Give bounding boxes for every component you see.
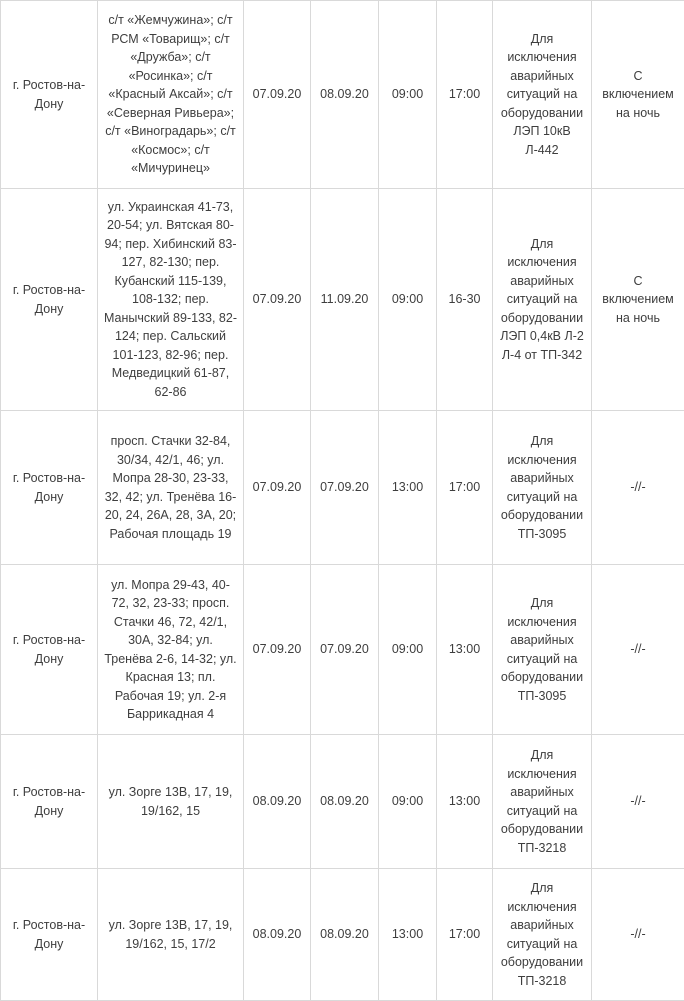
date-start-cell: 07.09.20 (244, 1, 311, 189)
table-row (1, 189, 684, 411)
reason-cell: Для исключения аварийных ситуаций на оборудовании ТП-3218 (493, 869, 592, 1001)
note-cell: С включением на ночь (592, 189, 684, 411)
note-cell: -//- (592, 411, 684, 565)
reason-cell: Для исключения аварийных ситуаций на оборудовании ЛЭП 0,4кВ Л-2 Л-4 от ТП-342 (493, 189, 592, 411)
reason-cell: Для исключения аварийных ситуаций на оборудовании ТП-3095 (493, 565, 592, 735)
reason-cell: Для исключения аварийных ситуаций на оборудовании ЛЭП 10кВ Л-442 (493, 1, 592, 189)
date-start-cell: 07.09.20 (244, 565, 311, 735)
date-end-cell: 07.09.20 (311, 565, 379, 735)
time-start-cell: 13:00 (379, 411, 437, 565)
time-start-cell: 09:00 (379, 1, 437, 189)
date-end-cell: 08.09.20 (311, 869, 379, 1001)
city-cell: г. Ростов-на-Дону (1, 735, 98, 869)
address-cell: ул. Мопра 29-43, 40-72, 32, 23-33; просп. Стачки 46, 72, 42/1, 30А, 32-84; ул. Тренёва 2-6, 14-32; ул. Красная 13; пл. Рабочая 19; ул. 2-я Баррикадная 4 (98, 565, 244, 735)
note-cell: -//- (592, 565, 684, 735)
address-cell: ул. Украинская 41-73, 20-54; ул. Вятская 80-94; пер. Хибинский 83-127, 82-130; пер. Кубанский 115-139, 108-132; пер. Манычский 89-133, 82-124; пер. Сальский 101-123, 82-96; пер. Медведицкий 61-87, 62-86 (98, 189, 244, 411)
note-cell: -//- (592, 869, 684, 1001)
table-row (1, 411, 684, 565)
date-start-cell: 08.09.20 (244, 735, 311, 869)
address-cell: ул. Зорге 13В, 17, 19, 19/162, 15, 17/2 (98, 869, 244, 1001)
table-row (1, 1, 684, 189)
date-end-cell: 08.09.20 (311, 735, 379, 869)
date-end-cell: 08.09.20 (311, 1, 379, 189)
city-cell: г. Ростов-на-Дону (1, 411, 98, 565)
city-cell: г. Ростов-на-Дону (1, 565, 98, 735)
time-end-cell: 13:00 (437, 565, 493, 735)
date-start-cell: 08.09.20 (244, 869, 311, 1001)
table-row (1, 565, 684, 735)
table-row (1, 869, 684, 1001)
table-row (1, 735, 684, 869)
date-end-cell: 07.09.20 (311, 411, 379, 565)
date-start-cell: 07.09.20 (244, 189, 311, 411)
note-cell: С включением на ночь (592, 1, 684, 189)
time-end-cell: 13:00 (437, 735, 493, 869)
time-start-cell: 09:00 (379, 565, 437, 735)
address-cell: ул. Зорге 13В, 17, 19, 19/162, 15 (98, 735, 244, 869)
reason-cell: Для исключения аварийных ситуаций на оборудовании ТП-3218 (493, 735, 592, 869)
time-start-cell: 13:00 (379, 869, 437, 1001)
address-cell: просп. Стачки 32-84, 30/34, 42/1, 46; ул. Мопра 28-30, 23-33, 32, 42; ул. Тренёва 16-20, 24, 26А, 28, 3А, 20; Рабочая площадь 19 (98, 411, 244, 565)
time-end-cell: 17:00 (437, 1, 493, 189)
time-end-cell: 17:00 (437, 869, 493, 1001)
city-cell: г. Ростов-на-Дону (1, 1, 98, 189)
time-start-cell: 09:00 (379, 735, 437, 869)
city-cell: г. Ростов-на-Дону (1, 189, 98, 411)
reason-cell: Для исключения аварийных ситуаций на оборудовании ТП-3095 (493, 411, 592, 565)
address-cell: с/т «Жемчужина»; с/т РСМ «Товарищ»; с/т «Дружба»; с/т «Росинка»; с/т «Красный Аксай»; с/т «Северная Ривьера»; с/т «Виноградарь»; с/т «Космос»; с/т «Мичуринец» (98, 1, 244, 189)
time-end-cell: 17:00 (437, 411, 493, 565)
date-start-cell: 07.09.20 (244, 411, 311, 565)
time-end-cell: 16-30 (437, 189, 493, 411)
date-end-cell: 11.09.20 (311, 189, 379, 411)
time-start-cell: 09:00 (379, 189, 437, 411)
city-cell: г. Ростов-на-Дону (1, 869, 98, 1001)
note-cell: -//- (592, 735, 684, 869)
